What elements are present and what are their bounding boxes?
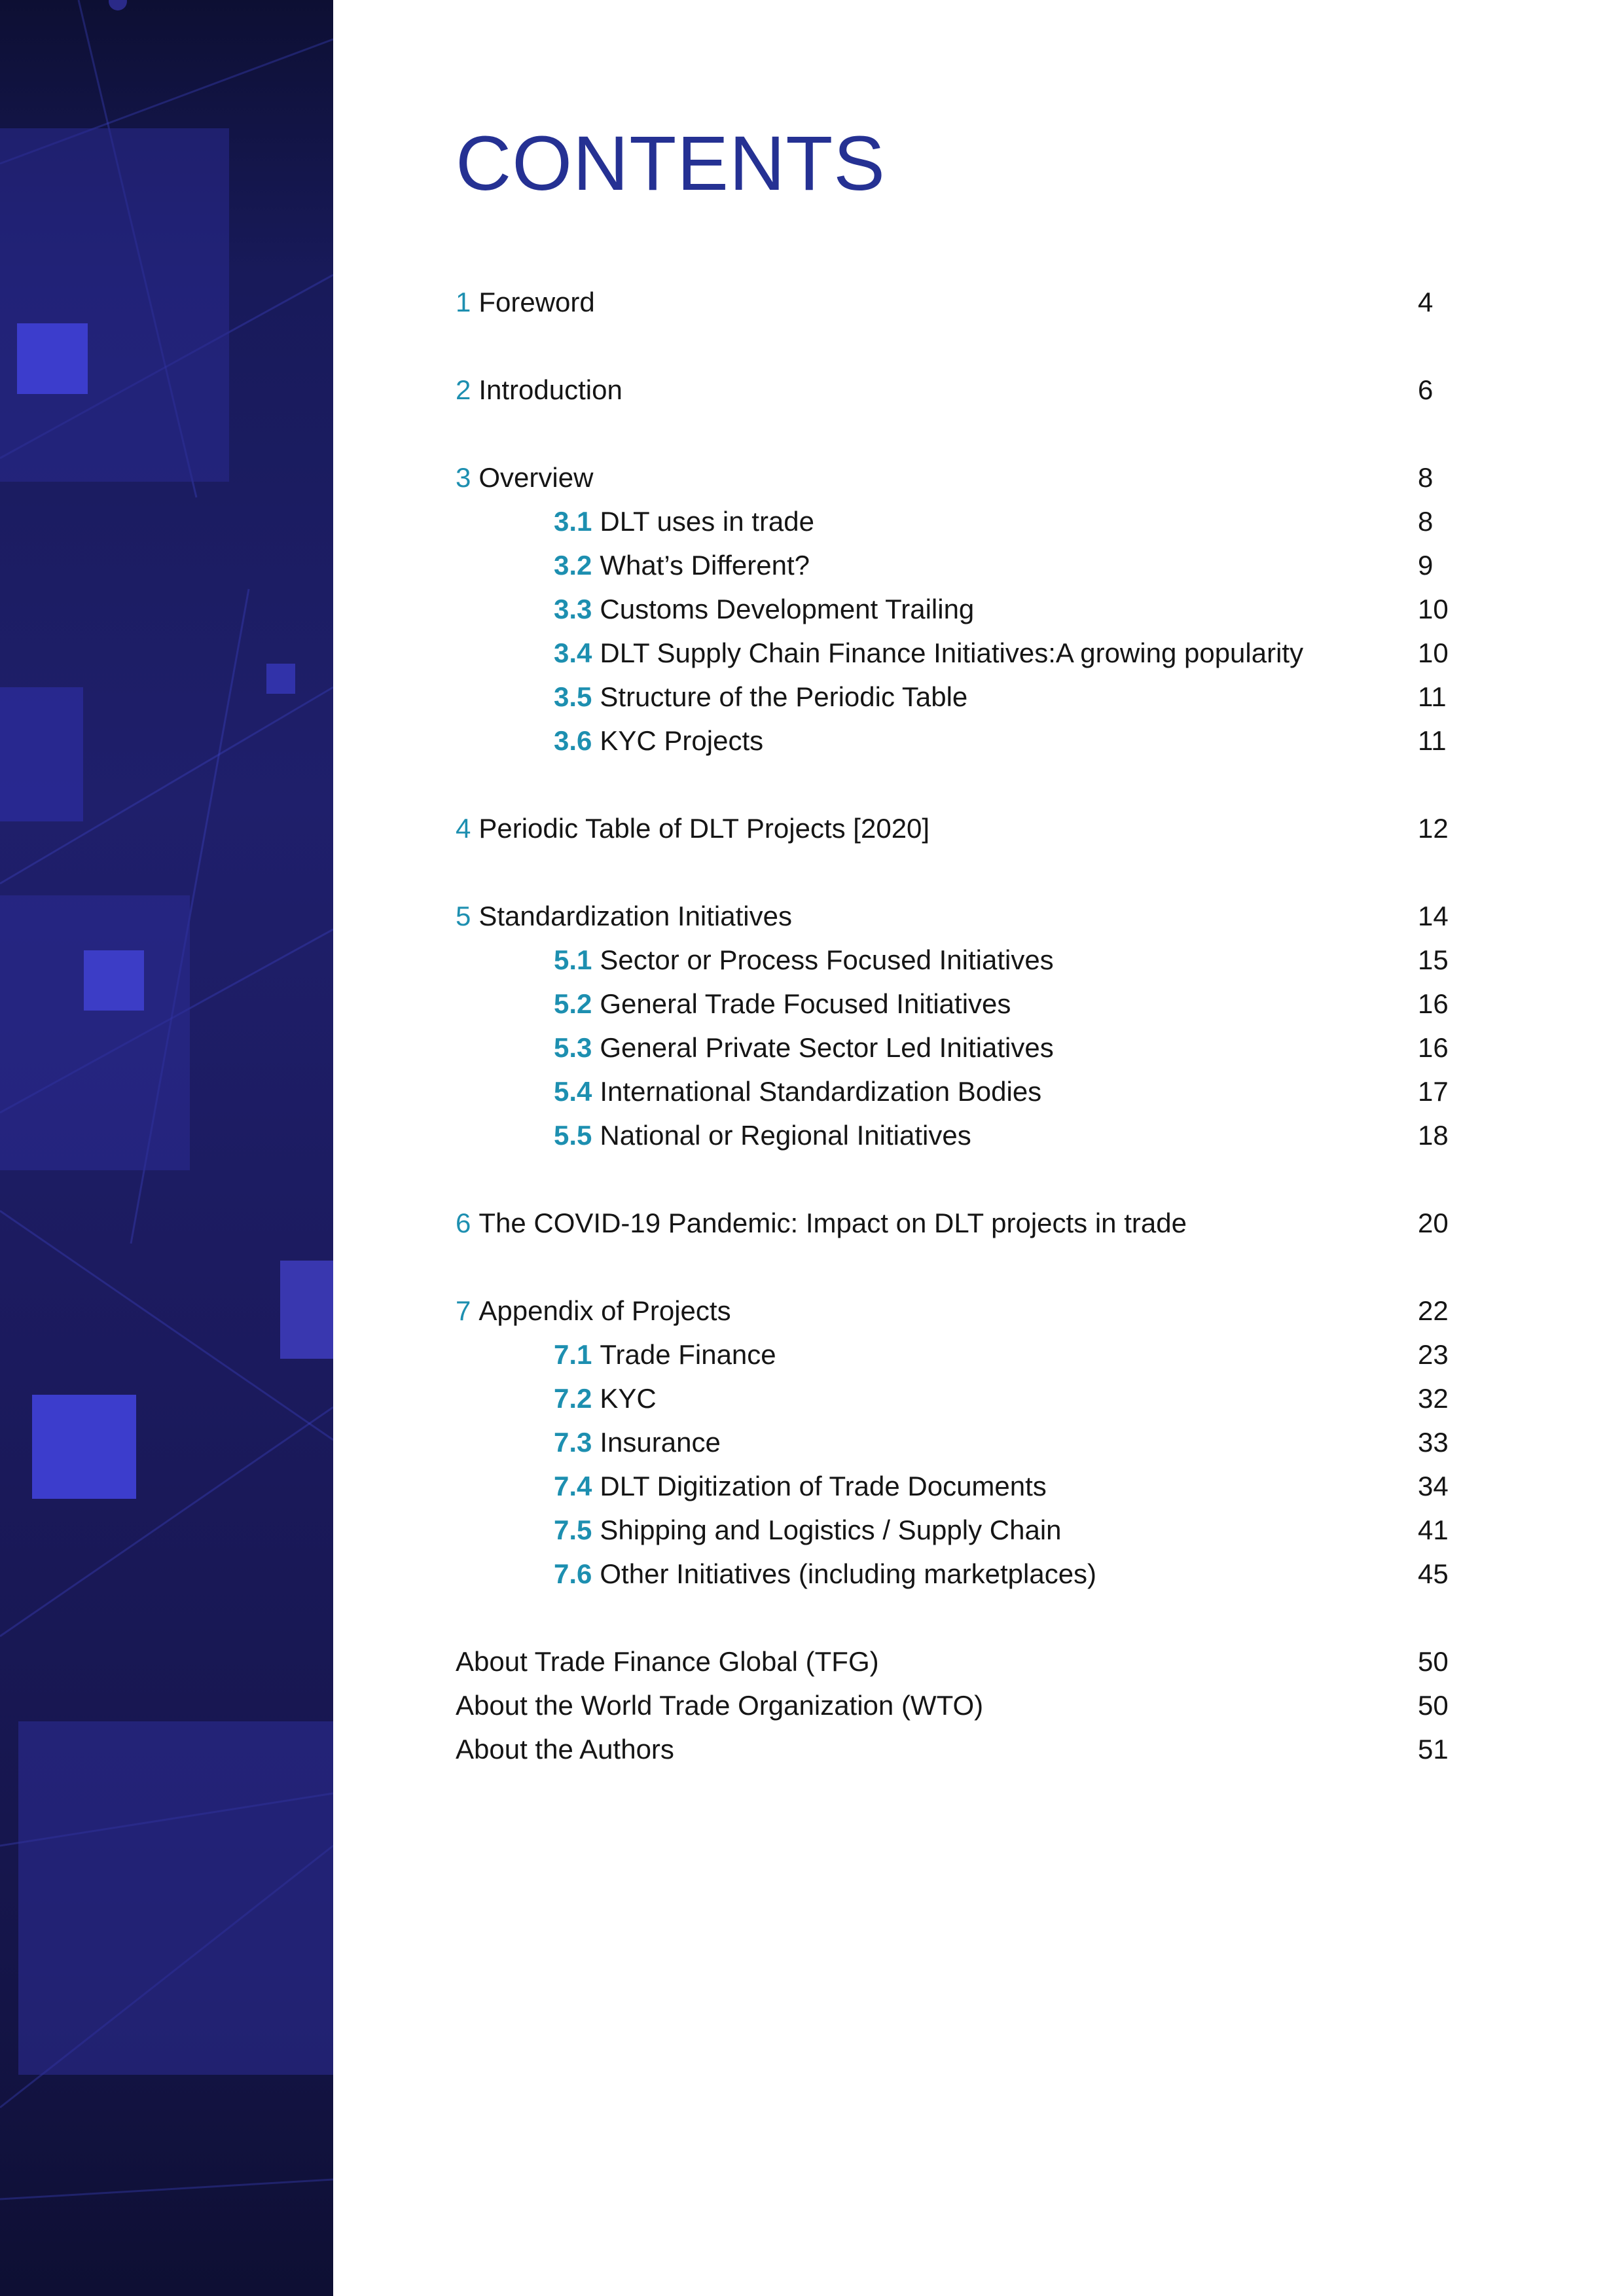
section-number: 3.1: [554, 506, 592, 537]
table-of-contents: [456, 280, 1470, 1771]
toc-subentry[interactable]: [456, 1464, 1470, 1508]
page-number: 18: [1418, 1120, 1449, 1151]
section-number: 7.1: [554, 1339, 592, 1370]
page-number: 10: [1418, 637, 1449, 668]
page-number: 45: [1418, 1558, 1449, 1589]
entry-label: About Trade Finance Global (TFG): [456, 1646, 879, 1677]
entry-label: International Standardization Bodies: [600, 1076, 1042, 1107]
section-number: 2: [456, 374, 471, 405]
entry-label: Other Initiatives (including marketplaces): [600, 1558, 1097, 1589]
entry-label: KYC: [600, 1383, 657, 1414]
entry-label: Sector or Process Focused Initiatives: [600, 944, 1054, 975]
entry-label: The COVID-19 Pandemic: Impact on DLT projects in trade: [478, 1208, 1187, 1238]
section-number: 5.1: [554, 944, 592, 975]
toc-subentry[interactable]: [456, 1552, 1470, 1596]
page-number: 17: [1418, 1076, 1449, 1107]
entry-label: DLT Supply Chain Finance Initiatives:A growing popularity: [600, 637, 1304, 668]
toc-subentry[interactable]: [456, 587, 1470, 631]
page-number: 34: [1418, 1471, 1449, 1501]
toc-subentry[interactable]: [456, 1026, 1470, 1069]
toc-subentry[interactable]: [456, 1508, 1470, 1552]
page-number: 4: [1418, 287, 1434, 317]
section-number: 3.6: [554, 725, 592, 756]
page-number: 10: [1418, 594, 1449, 624]
spacer: [456, 324, 1470, 368]
toc-subentry[interactable]: [456, 1069, 1470, 1113]
section-number: 5.3: [554, 1032, 592, 1063]
entry-label: General Private Sector Led Initiatives: [600, 1032, 1054, 1063]
toc-subentry[interactable]: [456, 1113, 1470, 1157]
toc-entry[interactable]: [456, 368, 1470, 412]
entry-label: Overview: [478, 462, 594, 493]
entry-label: Insurance: [600, 1427, 721, 1458]
page-number: 32: [1418, 1383, 1449, 1414]
toc-entry[interactable]: [456, 456, 1470, 499]
page-number: 15: [1418, 944, 1449, 975]
toc-entry[interactable]: [456, 1683, 1470, 1727]
page-number: 51: [1418, 1734, 1449, 1765]
toc-subentry[interactable]: [456, 938, 1470, 982]
page-number: 12: [1418, 813, 1449, 844]
page-number: 11: [1418, 681, 1447, 712]
section-number: 5.4: [554, 1076, 592, 1107]
section-number: 3.3: [554, 594, 592, 624]
page-number: 16: [1418, 988, 1449, 1019]
spacer: [456, 762, 1470, 806]
entry-label: About the Authors: [456, 1734, 674, 1765]
toc-subentry[interactable]: [456, 1376, 1470, 1420]
page-number: 9: [1418, 550, 1434, 581]
entry-label: DLT Digitization of Trade Documents: [600, 1471, 1047, 1501]
entry-label: What’s Different?: [600, 550, 810, 581]
decorative-side-panel: [0, 0, 333, 2296]
page-number: 23: [1418, 1339, 1449, 1370]
entry-label: KYC Projects: [600, 725, 764, 756]
section-number: 7.6: [554, 1558, 592, 1589]
entry-label: Shipping and Logistics / Supply Chain: [600, 1515, 1062, 1545]
page-number: 14: [1418, 901, 1449, 931]
entry-label: Introduction: [478, 374, 623, 405]
toc-subentry[interactable]: [456, 631, 1470, 675]
spacer: [456, 850, 1470, 894]
spacer: [456, 1596, 1470, 1640]
toc-subentry[interactable]: [456, 719, 1470, 762]
entry-label: National or Regional Initiatives: [600, 1120, 971, 1151]
page-number: 16: [1418, 1032, 1449, 1063]
entry-label: Periodic Table of DLT Projects [2020]: [478, 813, 930, 844]
page-number: 22: [1418, 1295, 1449, 1326]
toc-subentry[interactable]: [456, 499, 1470, 543]
toc-subentry[interactable]: [456, 675, 1470, 719]
section-number: 7.2: [554, 1383, 592, 1414]
section-number: 5.5: [554, 1120, 592, 1151]
toc-subentry[interactable]: [456, 1420, 1470, 1464]
section-number: 5: [456, 901, 471, 931]
section-number: 3.2: [554, 550, 592, 581]
entry-label: DLT uses in trade: [600, 506, 815, 537]
section-number: 7.4: [554, 1471, 592, 1501]
section-number: 6: [456, 1208, 471, 1238]
page-number: 50: [1418, 1646, 1449, 1677]
toc-entry[interactable]: [456, 806, 1470, 850]
section-number: 3.4: [554, 637, 592, 668]
toc-subentry[interactable]: [456, 543, 1470, 587]
entry-label: Customs Development Trailing: [600, 594, 975, 624]
section-number: 1: [456, 287, 471, 317]
entry-label: Standardization Initiatives: [478, 901, 792, 931]
toc-entry[interactable]: [456, 894, 1470, 938]
page-number: 6: [1418, 374, 1434, 405]
section-number: 4: [456, 813, 471, 844]
section-number: 7.3: [554, 1427, 592, 1458]
entry-label: General Trade Focused Initiatives: [600, 988, 1011, 1019]
page-number: 20: [1418, 1208, 1449, 1238]
section-number: 7: [456, 1295, 471, 1326]
spacer: [456, 1157, 1470, 1201]
page-number: 33: [1418, 1427, 1449, 1458]
section-number: 3: [456, 462, 471, 493]
entry-label: Trade Finance: [600, 1339, 776, 1370]
entry-label: About the World Trade Organization (WTO): [456, 1690, 984, 1721]
abstract-network-graphic: [0, 0, 333, 2296]
section-number: 7.5: [554, 1515, 592, 1545]
toc-subentry[interactable]: [456, 982, 1470, 1026]
toc-entry[interactable]: [456, 1289, 1470, 1333]
spacer: [456, 1245, 1470, 1289]
toc-entry[interactable]: [456, 1640, 1470, 1683]
section-number: 3.5: [554, 681, 592, 712]
page-number: 11: [1418, 725, 1447, 756]
entry-label: Structure of the Periodic Table: [600, 681, 968, 712]
toc-entry[interactable]: [456, 1201, 1470, 1245]
spacer: [456, 412, 1470, 456]
page-number: 8: [1418, 462, 1434, 493]
entry-label: Foreword: [478, 287, 595, 317]
page-number: 41: [1418, 1515, 1449, 1545]
toc-subentry[interactable]: [456, 1333, 1470, 1376]
page-number: 8: [1418, 506, 1434, 537]
entry-label: Appendix of Projects: [478, 1295, 731, 1326]
toc-entry[interactable]: [456, 280, 1470, 324]
page-title: CONTENTS: [456, 120, 886, 207]
page-number: 50: [1418, 1690, 1449, 1721]
toc-entry[interactable]: [456, 1727, 1470, 1771]
section-number: 5.2: [554, 988, 592, 1019]
